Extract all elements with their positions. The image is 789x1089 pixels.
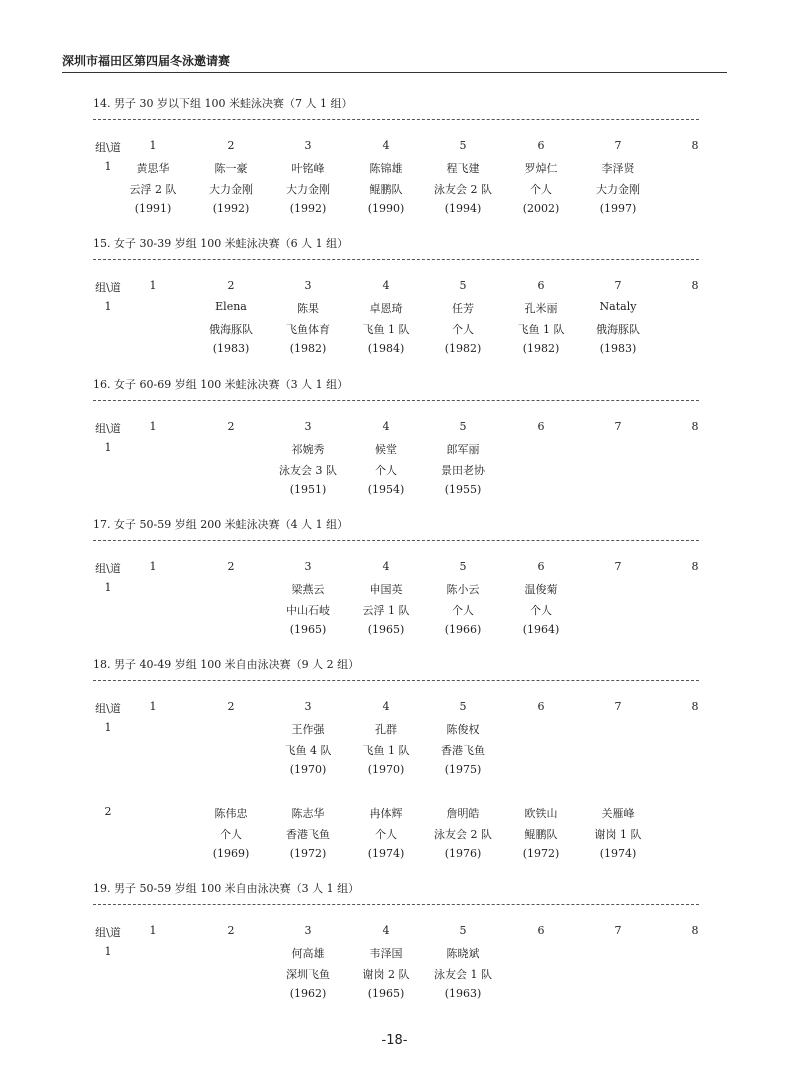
swimmer-team: 大力金刚: [596, 183, 640, 196]
swimmer-name: 何高雄: [291, 947, 325, 960]
lane-number: 5: [459, 279, 467, 292]
lane-header-row: [0, 139, 789, 153]
swimmer-team: 飞鱼 1 队: [362, 323, 410, 336]
swimmer-name: 陈锦雄: [369, 162, 403, 175]
lane-number: 3: [304, 700, 312, 713]
swimmer-name: 梁燕云: [291, 583, 325, 596]
page-number: -18-: [381, 1033, 408, 1048]
swimmer-team: 个人: [220, 828, 242, 841]
swimmer-name: 陈志华: [291, 807, 325, 820]
swimmer-team: 个人: [375, 464, 397, 477]
swimmer-name: 孔米丽: [524, 302, 558, 315]
event-title: 19. 男子 50-59 岁组 100 米自由泳决赛（3 人 1 组）: [93, 882, 360, 895]
event-title: 15. 女子 30-39 岁组 100 米蛙泳决赛（6 人 1 组）: [93, 237, 349, 250]
swimmer-name: 陈果: [297, 302, 319, 315]
swimmer-year: (1965): [367, 987, 405, 1000]
lane-number: 1: [149, 279, 157, 292]
lane-number: 7: [614, 924, 622, 937]
lane-number: 8: [691, 924, 699, 937]
swimmer-year: (1994): [444, 202, 482, 215]
lane-number: 3: [304, 139, 312, 152]
swimmer-name: 陈伟忠: [214, 807, 248, 820]
swimmer-year: (1965): [289, 623, 327, 636]
swimmer-year: (1974): [599, 847, 637, 860]
heat-lane-label: 组\道: [95, 702, 121, 715]
lane-number: 2: [227, 924, 235, 937]
lane-number: 4: [382, 560, 390, 573]
swimmer-name: 候堂: [375, 443, 397, 456]
swimmer-year: (1976): [444, 847, 482, 860]
lane-number: 8: [691, 420, 699, 433]
lane-number: 5: [459, 420, 467, 433]
lane-number: 1: [149, 924, 157, 937]
swimmer-year: (1972): [522, 847, 560, 860]
dashed-rule: [93, 259, 699, 260]
swimmer-team: 个人: [375, 828, 397, 841]
swimmer-name: 程飞建: [446, 162, 480, 175]
swimmer-team: 中山石岐: [286, 604, 330, 617]
swimmer-name: 李泽贤: [601, 162, 635, 175]
lane-number: 5: [459, 700, 467, 713]
lane-number: 1: [149, 139, 157, 152]
lane-number: 8: [691, 560, 699, 573]
swimmer-name: 孔群: [375, 723, 397, 736]
swimmer-name: Elena: [215, 300, 247, 313]
swimmer-year: (1974): [367, 847, 405, 860]
lane-number: 6: [537, 924, 545, 937]
lane-number: 4: [382, 700, 390, 713]
swimmer-year: (1964): [522, 623, 560, 636]
lane-header-row: [0, 924, 789, 938]
swimmer-team: 云浮 1 队: [362, 604, 410, 617]
swimmer-name: 陈小云: [446, 583, 480, 596]
swimmer-year: (1970): [289, 763, 327, 776]
lane-number: 1: [149, 700, 157, 713]
swimmer-name: 郎军丽: [446, 443, 480, 456]
swimmer-name: 叶铭峰: [291, 162, 325, 175]
swimmer-year: (1982): [444, 342, 482, 355]
swimmer-team: 个人: [452, 604, 474, 617]
swimmer-year: (1963): [444, 987, 482, 1000]
swimmer-year: (1954): [367, 483, 405, 496]
swimmer-team: 俄海豚队: [596, 323, 640, 336]
swimmer-name: 祁婉秀: [291, 443, 325, 456]
swimmer-team: 飞鱼体育: [286, 323, 330, 336]
swimmer-team: 谢岗 2 队: [362, 968, 410, 981]
swimmer-name: 韦泽国: [369, 947, 403, 960]
heat-number: 1: [104, 160, 112, 173]
swimmer-team: 大力金刚: [286, 183, 330, 196]
heat-number: 2: [104, 805, 112, 818]
swimmer-name: 罗焯仁: [524, 162, 558, 175]
swimmer-year: (1992): [212, 202, 250, 215]
lane-number: 1: [149, 420, 157, 433]
swimmer-team: 个人: [530, 604, 552, 617]
swimmer-name: 卓恩琦: [369, 302, 403, 315]
lane-number: 7: [614, 560, 622, 573]
lane-number: 3: [304, 420, 312, 433]
heat-lane-label: 组\道: [95, 281, 121, 294]
swimmer-name: 黄思华: [136, 162, 170, 175]
lane-number: 3: [304, 924, 312, 937]
heat-number: 1: [104, 441, 112, 454]
lane-number: 8: [691, 279, 699, 292]
lane-header-row: [0, 420, 789, 434]
lane-number: 6: [537, 279, 545, 292]
swimmer-year: (1975): [444, 763, 482, 776]
swimmer-year: (1991): [134, 202, 172, 215]
heat-number: 1: [104, 721, 112, 734]
lane-number: 7: [614, 420, 622, 433]
heat-number: 1: [104, 300, 112, 313]
swimmer-team: 深圳飞鱼: [286, 968, 330, 981]
lane-number: 2: [227, 700, 235, 713]
lane-number: 5: [459, 139, 467, 152]
lane-number: 2: [227, 279, 235, 292]
swimmer-name: 任芳: [452, 302, 474, 315]
swimmer-team: 泳友会 2 队: [434, 183, 492, 196]
swimmer-team: 香港飞鱼: [441, 744, 485, 757]
lane-number: 2: [227, 139, 235, 152]
lane-number: 4: [382, 139, 390, 152]
dashed-rule: [93, 540, 699, 541]
dashed-rule: [93, 680, 699, 681]
swimmer-year: (1951): [289, 483, 327, 496]
lane-number: 8: [691, 700, 699, 713]
swimmer-year: (1955): [444, 483, 482, 496]
swimmer-team: 泳友会 3 队: [279, 464, 337, 477]
event-title: 14. 男子 30 岁以下组 100 米蛙泳决赛（7 人 1 组）: [93, 97, 353, 110]
swimmer-name: Nataly: [599, 300, 637, 313]
swimmer-team: 个人: [530, 183, 552, 196]
swimmer-team: 俄海豚队: [209, 323, 253, 336]
swimmer-team: 云浮 2 队: [129, 183, 177, 196]
swimmer-name: 陈俊权: [446, 723, 480, 736]
swimmer-name: 陈一豪: [214, 162, 248, 175]
swimmer-year: (1990): [367, 202, 405, 215]
lane-number: 4: [382, 279, 390, 292]
swimmer-team: 飞鱼 4 队: [284, 744, 332, 757]
swimmer-year: (1970): [367, 763, 405, 776]
lane-number: 7: [614, 700, 622, 713]
lane-number: 2: [227, 560, 235, 573]
swimmer-year: (1972): [289, 847, 327, 860]
dashed-rule: [93, 400, 699, 401]
swimmer-team: 鲲鹏队: [369, 183, 403, 196]
lane-number: 6: [537, 560, 545, 573]
swimmer-team: 泳友会 1 队: [434, 968, 492, 981]
lane-number: 3: [304, 560, 312, 573]
lane-number: 8: [691, 139, 699, 152]
event-title: 16. 女子 60-69 岁组 100 米蛙泳决赛（3 人 1 组）: [93, 378, 349, 391]
swimmer-year: (1982): [522, 342, 560, 355]
swimmer-team: 个人: [452, 323, 474, 336]
swimmer-team: 鲲鹏队: [524, 828, 558, 841]
lane-number: 3: [304, 279, 312, 292]
heat-lane-label: 组\道: [95, 562, 121, 575]
lane-header-row: [0, 560, 789, 574]
swimmer-year: (1969): [212, 847, 250, 860]
heat-lane-label: 组\道: [95, 141, 121, 154]
swimmer-name: 欧铁山: [524, 807, 558, 820]
swimmer-year: (1992): [289, 202, 327, 215]
lane-header-row: [0, 700, 789, 714]
heat-number: 1: [104, 581, 112, 594]
swimmer-team: 泳友会 2 队: [434, 828, 492, 841]
swimmer-team: 景田老协: [441, 464, 485, 477]
swimmer-team: 飞鱼 1 队: [362, 744, 410, 757]
lane-number: 6: [537, 420, 545, 433]
heat-number: 1: [104, 945, 112, 958]
heat-lane-label: 组\道: [95, 926, 121, 939]
swimmer-name: 冉体辉: [369, 807, 403, 820]
swimmer-team: 飞鱼 1 队: [517, 323, 565, 336]
swimmer-team: 谢岗 1 队: [594, 828, 642, 841]
lane-number: 5: [459, 560, 467, 573]
lane-number: 4: [382, 924, 390, 937]
lane-number: 5: [459, 924, 467, 937]
lane-number: 4: [382, 420, 390, 433]
swimmer-name: 温俊菊: [524, 583, 558, 596]
swimmer-year: (1984): [367, 342, 405, 355]
header-rule: [62, 72, 727, 73]
swimmer-year: (1966): [444, 623, 482, 636]
swimmer-team: 大力金刚: [209, 183, 253, 196]
swimmer-year: (1965): [367, 623, 405, 636]
swimmer-year: (2002): [522, 202, 560, 215]
swimmer-year: (1997): [599, 202, 637, 215]
swimmer-name: 申国英: [369, 583, 403, 596]
swimmer-name: 王作强: [291, 723, 325, 736]
swimmer-year: (1983): [599, 342, 637, 355]
lane-number: 7: [614, 139, 622, 152]
lane-header-row: [0, 279, 789, 293]
swimmer-name: 陈晓斌: [446, 947, 480, 960]
swimmer-year: (1962): [289, 987, 327, 1000]
swimmer-name: 关雁峰: [601, 807, 635, 820]
document-header-title: 深圳市福田区第四届冬泳邀请赛: [62, 54, 231, 68]
heat-lane-label: 组\道: [95, 422, 121, 435]
lane-number: 2: [227, 420, 235, 433]
swimmer-year: (1983): [212, 342, 250, 355]
lane-number: 6: [537, 700, 545, 713]
lane-number: 1: [149, 560, 157, 573]
lane-number: 7: [614, 279, 622, 292]
swimmer-name: 詹明皓: [446, 807, 480, 820]
swimmer-year: (1982): [289, 342, 327, 355]
event-title: 17. 女子 50-59 岁组 200 米蛙泳决赛（4 人 1 组）: [93, 518, 349, 531]
lane-number: 6: [537, 139, 545, 152]
swimmer-team: 香港飞鱼: [286, 828, 330, 841]
dashed-rule: [93, 119, 699, 120]
event-title: 18. 男子 40-49 岁组 100 米自由泳决赛（9 人 2 组）: [93, 658, 360, 671]
dashed-rule: [93, 904, 699, 905]
